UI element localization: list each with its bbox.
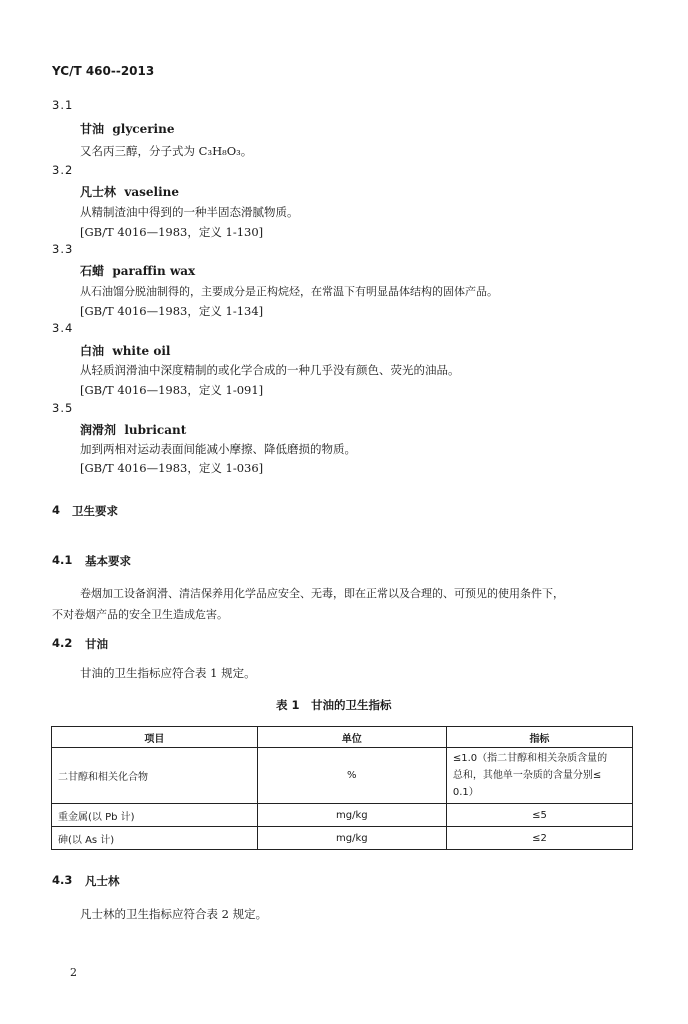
term-zh: 凡士林 [80, 185, 117, 199]
term-en: glycerine [112, 122, 175, 136]
cell-spec: ≤2 [446, 827, 632, 850]
term-heading [80, 120, 174, 137]
table-row [52, 827, 633, 850]
term-definition: 加到两相对运动表面间能减小摩擦、降低磨损的物质。 [80, 442, 356, 456]
table-1 [51, 726, 633, 850]
term-number: 3.2 [52, 163, 74, 177]
cell-unit: mg/kg [257, 827, 446, 850]
paragraph-line: 卷烟加工设备润滑、清洁保养用化学品应安全、无毒，即在正常以及合理的、可预见的使用条件下， [80, 587, 564, 600]
term-en: vaseline [124, 185, 179, 199]
term-number: 3.1 [52, 98, 74, 112]
term-definition: 从石油馏分脱油制得的，主要成分是正构烷烃，在常温下有明显晶体结构的固体产品。 [80, 285, 498, 298]
cell-unit: mg/kg [257, 804, 446, 827]
subsection-title: 甘油 [85, 637, 108, 651]
subsection-title: 基本要求 [85, 554, 131, 568]
term-zh: 润滑剂 [80, 423, 117, 437]
term-reference: [GB/T 4016—1983，定义 1-130] [80, 225, 264, 239]
term-definition: 又名丙三醇，分子式为 C₃H₈O₃。 [80, 144, 253, 158]
term-reference: [GB/T 4016—1983，定义 1-036] [80, 461, 264, 475]
cell-item: 砷(以 As 计) [52, 827, 258, 850]
cell-item: 二甘醇和相关化合物 [52, 748, 258, 804]
term-definition: 从精制渣油中得到的一种半固态滑腻物质。 [80, 205, 299, 219]
table-row [52, 804, 633, 827]
table-row [52, 748, 633, 804]
header-item: 项目 [52, 727, 258, 748]
paragraph: 凡士林的卫生指标应符合表 2 规定。 [80, 907, 268, 921]
term-zh: 甘油 [80, 122, 105, 136]
paragraph-line: 不对卷烟产品的安全卫生造成危害。 [52, 608, 228, 621]
subsection-title: 凡士林 [85, 874, 120, 888]
term-zh: 白油 [80, 344, 105, 358]
subsection-number: 4.3 [52, 873, 73, 887]
header-spec: 指标 [446, 727, 632, 748]
cell-spec [446, 748, 632, 804]
term-heading [80, 342, 170, 359]
section-number: 4 [52, 503, 61, 517]
spec-line: 0.1） [452, 787, 479, 798]
cell-unit: % [257, 748, 446, 804]
cell-item: 重金属(以 Pb 计) [52, 804, 258, 827]
term-en: white oil [112, 344, 171, 358]
spec-line: 总和，其他单一杂质的含量分别≤ [452, 770, 602, 781]
table-caption: 表 1 甘油的卫生指标 [276, 698, 392, 712]
term-number: 3.4 [52, 321, 74, 335]
page-number: 2 [70, 966, 77, 979]
term-definition: 从轻质润滑油中深度精制的或化学合成的一种几乎没有颜色、荧光的油品。 [80, 363, 460, 377]
subsection-number: 4.1 [52, 553, 73, 567]
term-en: paraffin wax [112, 264, 196, 278]
table-header-row [52, 727, 633, 748]
term-number: 3.3 [52, 242, 74, 256]
cell-spec: ≤5 [446, 804, 632, 827]
paragraph: 甘油的卫生指标应符合表 1 规定。 [80, 666, 256, 680]
header-unit: 单位 [257, 727, 446, 748]
term-number: 3.5 [52, 401, 74, 415]
subsection-number: 4.2 [52, 636, 73, 650]
term-zh: 石蜡 [80, 264, 105, 278]
term-heading [80, 183, 179, 200]
term-heading [80, 262, 195, 279]
term-en: lubricant [124, 423, 187, 437]
term-reference: [GB/T 4016—1983，定义 1-134] [80, 304, 264, 318]
section-title: 卫生要求 [72, 504, 118, 518]
spec-line: ≤1.0（指二甘醇和相关杂质含量的 [452, 753, 608, 764]
term-reference: [GB/T 4016—1983，定义 1-091] [80, 383, 264, 397]
term-heading [80, 421, 186, 438]
standard-header: YC/T 460--2013 [52, 64, 155, 78]
